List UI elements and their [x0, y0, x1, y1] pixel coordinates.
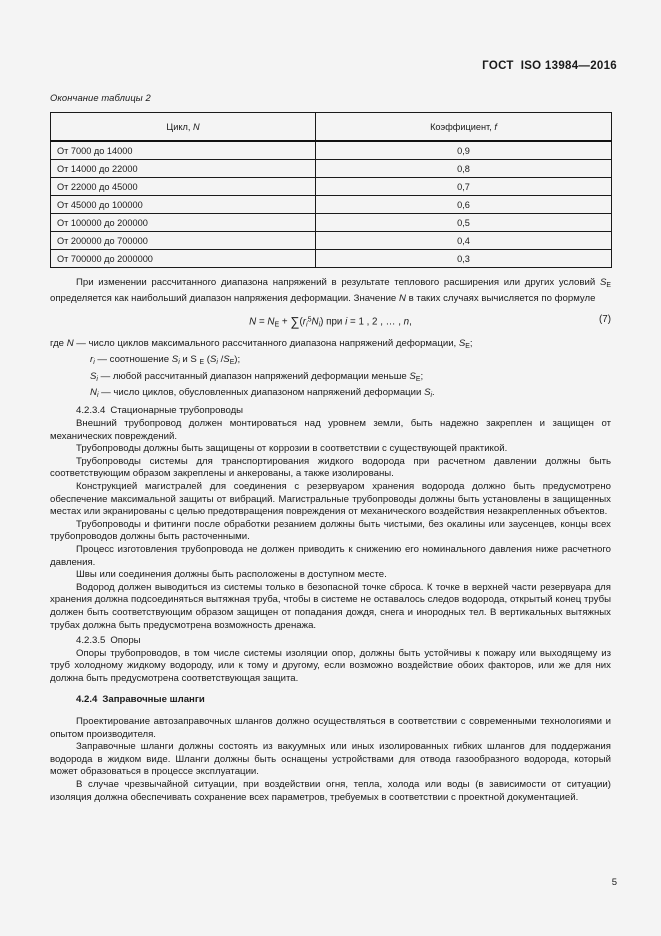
paragraph-4234-5: Трубопроводы и фитинги после обработки резанием должны быть чистыми, без окалины или заусенцев, концы всех трубопроводов должны быть расточенными. — [50, 518, 611, 543]
cell-coefficient: 0,3 — [316, 250, 612, 268]
document-header — [482, 60, 617, 72]
table-row — [51, 160, 612, 178]
cell-coefficient: 0,9 — [316, 141, 612, 160]
paragraph-stress-range: При изменении рассчитанного диапазона напряжений в результате теплового расширения или других условий $S_E$ определяется как наибольший диапазон напряжения деформации. Значение N в таких случаях вычисляется по формуле — [50, 277, 611, 304]
clause-heading-4-2-3-5 — [76, 635, 611, 648]
table-row — [51, 196, 612, 214]
paragraph-424-2: Заправочные шланги должны состоять из вакуумных или иных изолированных гибких шлангов для поддержания водорода в жидком виде. Шланги должны быть оснащены устройствами для отвода газообразного водорода, который может образоваться в процессе эксплуатации. — [50, 741, 611, 778]
table-row — [51, 178, 612, 196]
paragraph-4234-1: Внешний трубопровод должен монтироваться над уровнем земли, быть надежно закреплен и защищен от механических повреждений. — [50, 418, 611, 442]
paragraph-4234-6: Процесс изготовления трубопровода не должен приводить к снижению его номинального давления ниже расчетного давления. — [50, 543, 611, 568]
standard-designation: ISO 13984—2016 — [520, 60, 617, 72]
definition-S: $S_i$ — любой рассчитанный диапазон напряжений деформации меньше $S_E$; — [90, 370, 424, 383]
cell-cycle-range: От 100000 до 200000 — [51, 214, 316, 232]
cell-cycle-range: От 22000 до 45000 — [51, 178, 316, 196]
definition-r: $r_i$ — соотношение $S_i$ и S $_E$ ($S_i$ $/S_E$); — [90, 354, 241, 367]
page-number: 5 — [611, 877, 617, 888]
cell-cycle-range: От 14000 до 22000 — [51, 160, 316, 178]
column-header-cycles: Цикл, N — [51, 113, 316, 142]
cell-coefficient: 0,6 — [316, 196, 612, 214]
cell-cycle-range: От 200000 до 700000 — [51, 232, 316, 250]
clause-heading-4-2-4 — [76, 694, 611, 707]
cell-coefficient: 0,7 — [316, 178, 612, 196]
definition-N: где N — число циклов максимального рассчитанного диапазона напряжений деформации, $S_E$; — [50, 338, 473, 351]
table-row — [51, 250, 612, 268]
paragraph-4235-1: Опоры трубопроводов, в том числе системы изоляции опор, должны быть устойчивы к пожару или выходящему из труб холодному жидкому водороду, или к тому и другому, если возможно воздействие обоих факторов, или же для них должна быть предусмотрена соответствующая защита. — [50, 647, 611, 684]
table-caption: Окончание таблицы 2 — [50, 92, 151, 103]
standard-label: ГОСТ — [482, 60, 514, 72]
formula-expression: $N = N_E + \sum(r_i^5N_i)$ при i = 1 , 2 , … , n, — [249, 314, 412, 330]
formula-7 — [50, 314, 611, 329]
paragraph-4234-8: Водород должен выводиться из системы только в безопасной точке сброса. К точке в верхней части резервуара для хранения должна подсоединяться вытяжная труба, чтобы в системе не оставалось следов водорода, открытый конец трубы должен быть соответствующим образом защищен от попадания дождя, снега и инородных тел. В вертикальных вытяжных трубах должна быть предусмотрена возможность дренажа. — [50, 581, 611, 631]
cell-cycle-range: От 700000 до 2000000 — [51, 250, 316, 268]
coefficient-table — [50, 112, 612, 268]
table-row — [51, 214, 612, 232]
formula-number: (7) — [599, 314, 611, 326]
formula-definitions — [50, 337, 611, 402]
table-row — [51, 232, 612, 250]
paragraph-4234-4: Конструкцией магистралей для соединения с резервуаром хранения водорода должно быть предусмотрено обеспечение максимальной защиты от вибраций. Магистральные трубопроводы должны быть установлены в защищенных местах или экранированы с целью предотвращения повреждения от механического воздействия незакрепленных объектов. — [50, 480, 611, 518]
cell-cycle-range: От 45000 до 100000 — [51, 196, 316, 214]
paragraph-4234-3: Трубопроводы системы для транспортирования жидкого водорода при расчетном давлении должны быть соответствующим образом закреплены и анкерованы, а также изолированы. — [50, 455, 611, 480]
paragraph-4234-7: Швы или соединения должны быть расположены в доступном месте. — [76, 569, 387, 581]
clause-number: 4.2.3.5 — [76, 635, 106, 647]
clause-number: 4.2.4 — [76, 694, 98, 706]
column-header-coefficient: Коэффициент, f — [316, 113, 612, 142]
table-row — [51, 141, 612, 160]
cell-cycle-range: От 7000 до 14000 — [51, 141, 316, 160]
paragraph-4234-2: Трубопроводы должны быть защищены от коррозии в соответствии с существующей практикой. — [76, 443, 508, 455]
clause-title: Стационарные трубопроводы — [110, 405, 244, 417]
cell-coefficient: 0,8 — [316, 160, 612, 178]
clause-heading-4-2-3-4 — [76, 405, 611, 418]
cell-coefficient: 0,5 — [316, 214, 612, 232]
paragraph-424-3: В случае чрезвычайной ситуации, при воздействии огня, тепла, холода или воды (в зависимости от ситуации) изоляция должна обеспечивать сохранение всех параметров, требуемых в соответствии с проектной документацией. — [50, 779, 611, 803]
table-header-row — [51, 113, 612, 142]
clause-title: Заправочные шланги — [102, 694, 205, 706]
paragraph-424-1: Проектирование автозаправочных шлангов должно осуществляться в соответствии с современными технологиями и опытом производителя. — [50, 716, 611, 740]
cell-coefficient: 0,4 — [316, 232, 612, 250]
clause-title: Опоры — [110, 635, 141, 647]
clause-number: 4.2.3.4 — [76, 405, 106, 417]
page-content — [50, 92, 611, 804]
definition-Ni: $N_i$ — число циклов, обусловленных диапазоном напряжений деформации $S_i$. — [90, 387, 435, 400]
